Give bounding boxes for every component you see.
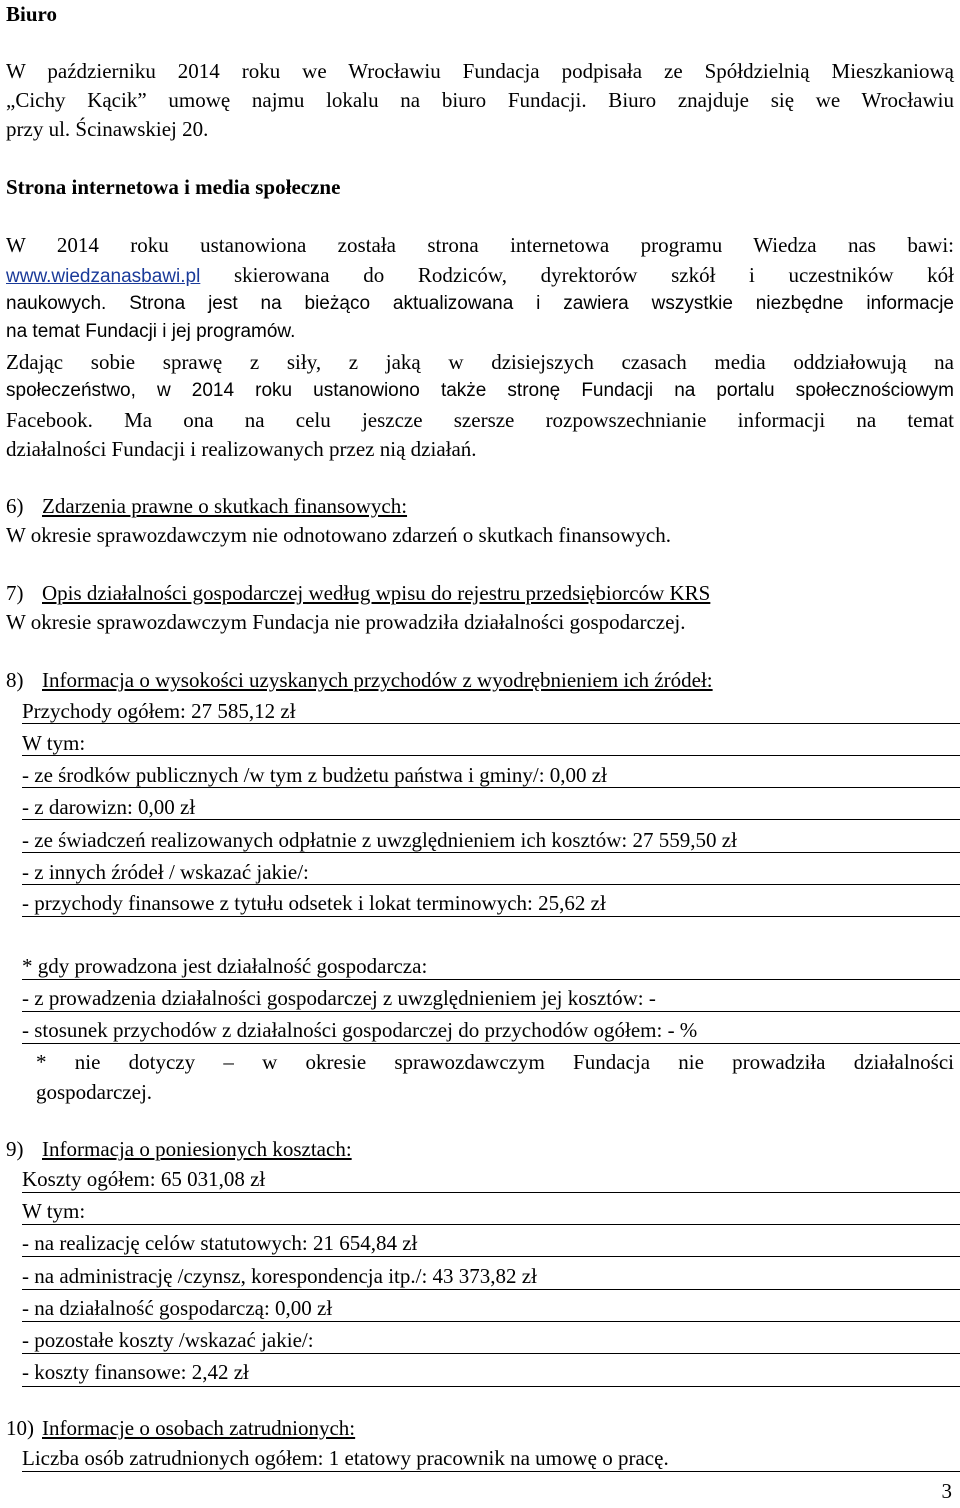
section-8-number: 8)	[6, 668, 24, 692]
table-rule	[22, 755, 960, 756]
table-rule	[22, 787, 960, 788]
table-rule	[22, 1471, 960, 1472]
table-rule	[22, 1192, 960, 1193]
table-rule	[22, 1043, 960, 1044]
media-line-2	[6, 261, 954, 291]
section-10-number: 10)	[6, 1416, 34, 1440]
cost-row: Koszty ogółem: 65 031,08 zł	[22, 1167, 266, 1191]
revenue-row: - przychody finansowe z tytułu odsetek i lokat terminowych: 25,62 zł	[22, 891, 606, 915]
business-note-line-1: * nie dotyczy – w okresie sprawozdawczym Fundacja nie prowadziła działalności	[36, 1050, 954, 1074]
cost-row: - na działalność gospodarczą: 0,00 zł	[22, 1296, 333, 1320]
revenue-row: W tym:	[22, 731, 86, 755]
biuro-line-3: przy ul. Ścinawskiej 20.	[6, 117, 209, 141]
section-10-title: Informacje o osobach zatrudnionych:	[42, 1416, 356, 1440]
cost-row: - na realizację celów statutowych: 21 654,84 zł	[22, 1231, 418, 1255]
section-7-number: 7)	[6, 581, 24, 605]
cost-row: - koszty finansowe: 2,42 zł	[22, 1360, 249, 1384]
revenue-row: - ze środków publicznych /w tym z budżetu państwa i gminy/: 0,00 zł	[22, 763, 607, 787]
heading-media: Strona internetowa i media społeczne	[6, 175, 341, 199]
section-10-heading	[6, 1414, 954, 1442]
cost-row: - na administrację /czynsz, korespondencja itp./: 43 373,82 zł	[22, 1264, 537, 1288]
section-6-title: Zdarzenia prawne o skutkach finansowych:	[42, 494, 408, 518]
section-6-heading	[6, 492, 954, 520]
website-link[interactable]: www.wiedzanasbawi.pl	[6, 266, 201, 287]
section-7-title: Opis działalności gospodarczej według wpisu do rejestru przedsiębiorców KRS	[42, 581, 711, 605]
business-note-line-2: gospodarczej.	[36, 1080, 153, 1104]
biuro-line-2: „Cichy Kącik” umowę najmu lokalu na biuro Fundacji. Biuro znajduje się we Wrocławiu	[6, 88, 954, 112]
media-line-8: działalności Fundacji i realizowanych przez nią działań.	[6, 437, 477, 461]
table-rule	[22, 819, 960, 820]
table-rule	[22, 1011, 960, 1012]
revenue-row: - z darowizn: 0,00 zł	[22, 795, 196, 819]
media-line-3: naukowych. Strona jest na bieżąco aktualizowana i zawiera wszystkie niezbędne informacje	[6, 293, 954, 314]
section-7-text: W okresie sprawozdawczym Fundacja nie prowadziła działalności gospodarczej.	[6, 610, 686, 634]
media-line-2-rest: skierowana do Rodziców, dyrektorów szkół i uczestników kół	[200, 263, 954, 287]
section-6-text: W okresie sprawozdawczym nie odnotowano zdarzeń o skutkach finansowych.	[6, 523, 671, 547]
biuro-line-1: W październiku 2014 roku we Wrocławiu Fundacja podpisała ze Spółdzielnią Mieszkaniową	[6, 59, 954, 83]
table-rule	[22, 1321, 960, 1322]
business-row: - stosunek przychodów z działalności gospodarczej do przychodów ogółem: - %	[22, 1018, 698, 1042]
cost-row: W tym:	[22, 1199, 86, 1223]
section-7-heading	[6, 579, 954, 607]
table-rule	[22, 723, 960, 724]
table-rule	[22, 884, 960, 885]
table-rule	[22, 979, 960, 980]
section-8-heading	[6, 666, 954, 694]
section-8-title: Informacja o wysokości uzyskanych przychodów z wyodrębnieniem ich źródeł:	[42, 668, 713, 692]
table-rule	[22, 1224, 960, 1225]
table-rule	[22, 1353, 960, 1354]
media-line-1: W 2014 roku ustanowiona została strona internetowa programu Wiedza nas bawi:	[6, 233, 954, 257]
business-row: - z prowadzenia działalności gospodarczej z uwzględnieniem jej kosztów: -	[22, 986, 656, 1010]
section-10-text: Liczba osób zatrudnionych ogółem: 1 etatowy pracownik na umowę o pracę.	[22, 1446, 669, 1470]
table-rule	[22, 1386, 960, 1387]
table-rule	[22, 1256, 960, 1257]
business-row: * gdy prowadzona jest działalność gospodarcza:	[22, 954, 428, 978]
media-line-7: Facebook. Ma ona na celu jeszcze szersze rozpowszechnianie informacji na temat	[6, 408, 954, 432]
media-line-4: na temat Fundacji i jej programów.	[6, 321, 296, 342]
section-9-title: Informacja o poniesionych kosztach:	[42, 1137, 352, 1161]
table-rule	[22, 916, 960, 917]
section-6-number: 6)	[6, 494, 24, 518]
page-number: 3	[941, 1479, 952, 1503]
table-rule	[22, 1289, 960, 1290]
revenue-row: - z innych źródeł / wskazać jakie/:	[22, 860, 309, 884]
section-9-heading	[6, 1135, 954, 1163]
cost-row: - pozostałe koszty /wskazać jakie/:	[22, 1328, 314, 1352]
revenue-row: Przychody ogółem: 27 585,12 zł	[22, 699, 296, 723]
table-rule	[22, 852, 960, 853]
revenue-row: - ze świadczeń realizowanych odpłatnie z uwzględnieniem ich kosztów: 27 559,50 zł	[22, 828, 737, 852]
heading-biuro: Biuro	[6, 2, 57, 26]
section-9-number: 9)	[6, 1137, 24, 1161]
media-line-5: Zdając sobie sprawę z siły, z jaką w dzisiejszych czasach media oddziałowują na	[6, 350, 954, 374]
media-line-6: społeczeństwo, w 2014 roku ustanowiono także stronę Fundacji na portalu społecznościowym	[6, 380, 954, 401]
